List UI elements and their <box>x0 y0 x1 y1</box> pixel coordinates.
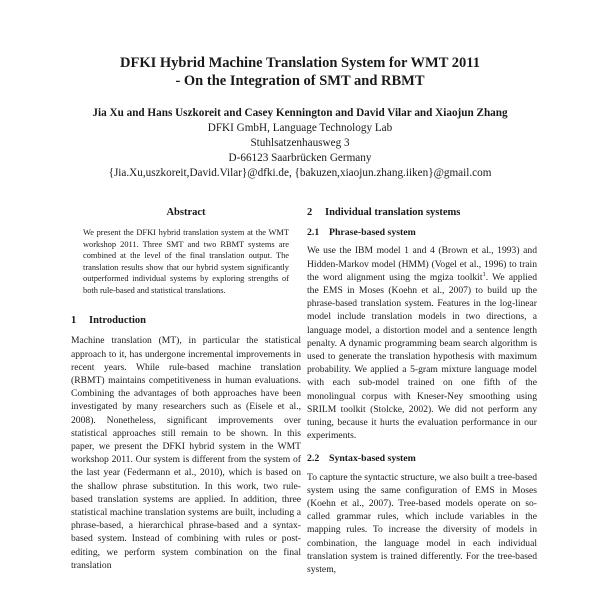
author-names: Jia Xu and Hans Uszkoreit and Casey Kennington and David Vilar and Xiaojun Zhang <box>92 107 508 119</box>
subsection-number: 2.1 <box>307 227 320 239</box>
abstract-text: We present the DFKI hybrid translation system at the WMT workshop 2011. Three SMT and two RBMT systems are combined at the level of the final translation output. The translation results show that our hybrid system significantly outperformed individual systems by exploring strengths of both rule-based and statistical translations. <box>83 228 289 295</box>
phrase-based-text <box>307 244 537 442</box>
subsection-heading-syntax-based <box>307 452 537 465</box>
paper-title <box>60 54 540 90</box>
section-number: 1 <box>71 315 77 327</box>
subsection-title: Phrase-based system <box>329 227 416 239</box>
affiliation-line: DFKI GmbH, Language Technology Lab <box>207 122 393 134</box>
section-heading-introduction <box>71 314 301 327</box>
author-block <box>40 106 560 181</box>
address-street: Stuhlsatzenhausweg 3 <box>250 137 350 149</box>
abstract-heading: Abstract <box>166 207 206 218</box>
author-emails: {Jia.Xu,uszkoreit,David.Vilar}@dfki.de, {bakuzen,xiaojun.zhang.iiken}@gmail.com <box>108 167 492 179</box>
left-column <box>71 206 301 572</box>
right-column <box>307 206 537 576</box>
section-title: Individual translation systems <box>325 207 461 218</box>
section-heading-individual-systems <box>307 206 537 219</box>
subsection-title: Syntax-based system <box>329 453 416 465</box>
subsection-heading-phrase-based <box>307 226 537 239</box>
footnote-mark: 1 <box>482 270 486 278</box>
address-city: D-66123 Saarbrücken Germany <box>228 152 372 164</box>
phrase-based-text-part-1: We use the IBM model 1 and 4 (Brown et al., 1993) and Hidden-Markov model (HMM) (Vogel et al., 1996) to train the word alignment using the mgiza toolkit <box>307 245 537 283</box>
title-line-2: - On the Integration of SMT and RBMT <box>175 73 425 89</box>
subsection-number: 2.2 <box>307 453 320 465</box>
phrase-based-text-part-2: . We applied the EMS in Moses (Koehn et al., 2007) to build up the phrase-based translation system. Features in the log-linear model include translation models in two directions, a language model, a distortion model and a sentence length penalty. A dynamic programming beam search algorithm is used to generate the translation hypothesis with maximum probability. We applied a 5-gram mixture language model with each sub-model trained on one fifth of the monolingual corpus with Kneser-Ney smoothing using SRILM toolkit (Stolcke, 2002). We did not perform any tuning, because it hurts the evaluation performance in our experiments. <box>307 271 537 442</box>
section-title: Introduction <box>89 315 146 327</box>
introduction-text: Machine translation (MT), in particular the statistical approach to it, has undergone incremental improvements in recent years. While rule-based machine translation (RBMT) maintains competitiveness in human evaluations. Combining the advantages of both approaches have been investigated by many researchers such as (Eisele et al., 2008). Nonetheless, significant improvements over statistical approaches still remain to be shown. In this paper, we present the DFKI hybrid system in the WMT workshop 2011. Our system is different from the system of the last year (Federmann et al., 2010), which is based on the shallow phrase substitution. In this work, two rule-based translation systems are applied. In addition, three statistical machine translation systems are built, including a phrase-based, a hierarchical phrase-based and a syntax-based system. Instead of combining with rules or post-editing, we perform system combination on the final translation <box>71 335 301 571</box>
title-line-1: DFKI Hybrid Machine Translation System for WMT 2011 <box>120 55 480 71</box>
section-number: 2 <box>307 207 313 218</box>
syntax-based-text: To capture the syntactic structure, we also built a tree-based system using the same configuration of EMS in Moses (Koehn et al., 2007). Tree-based models operate on so-called grammar rules, which include variables in the mapping rules. To increase the diversity of models in combination, the language model in each individual translation system is trained differently. For the tree-based system, <box>307 471 537 576</box>
